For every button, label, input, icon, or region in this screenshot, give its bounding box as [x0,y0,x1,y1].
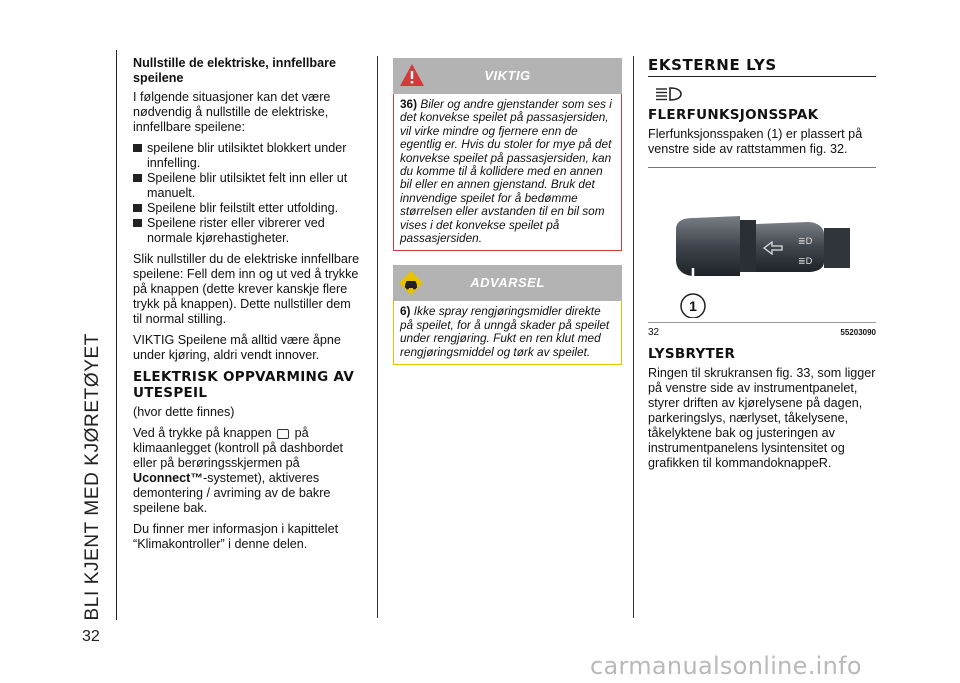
advarsel-label: ADVARSEL [470,275,545,291]
paragraph: Ringen til skrukransen fig. 33, som ligger på venstre side av instrumentpanelet, styrer driften av kjørelysene på dagen, parkeringslys, nærlyset, tåkelysene, tåkelyktene bak og justeringen av instrumentpanelens lysintensitet og grafikken til kommandoknappeR. [648,366,876,470]
viktig-header [393,58,622,94]
svg-text:1: 1 [689,298,697,314]
list-item: Speilene blir feilstilt etter utfolding. [133,201,361,216]
column-divider [377,56,378,618]
bullet-square-icon [133,144,142,152]
advarsel-header [393,265,622,301]
bullet-square-icon [133,219,142,227]
list-item: Speilene blir utilsiktet felt inn eller ut manuelt. [133,171,361,201]
column-divider [633,56,634,618]
paragraph: Slik nullstiller du de elektriske innfellbare speilene: Fell dem inn og ut ved å trykke på knappen (dette krever kanskje flere trykk på knappen). Dette nullstiller dem til normal stilling. [133,252,360,326]
heading-mirror-reset: Nullstille de elektriske, innfellbare speilene [133,56,336,85]
mirror-heat-button-icon [277,429,289,439]
section-title: EKSTERNE LYS [648,58,876,77]
paragraph: I følgende situasjoner kan det være nødvendig å nullstille de elektriske, innfellbare speilene: [133,90,331,134]
column-1 [133,56,361,558]
figure-code: 55203090 [840,328,876,337]
paragraph: Ved å trykke på knappen på klimaanlegget (kontroll på dashbordet eller på berøringsskjermen på Uconnect™-systemet), aktiveres demontering / avriming av de bakre speilene bak. [133,426,344,515]
watermark: carmanualsonline.info [590,652,862,680]
figure-lever [648,167,876,323]
heading-mirror-heating: ELEKTRISK OPPVARMING AV UTESPEIL [133,369,355,401]
svg-text:≣D: ≣D [798,257,813,267]
bullet-square-icon [133,204,142,212]
page-number: 32 [82,628,100,645]
svg-text:≣D: ≣D [798,237,813,247]
bullet-list [133,141,361,246]
column-2 [393,58,622,365]
heading-light-switch: LYSBRYTER [648,346,736,362]
paragraph: Du finner mer informasjon i kapittelet “Klimakontroller” i denne delen. [133,522,339,551]
figure-number: 32 [648,327,660,338]
chapter-sidebar [80,50,117,620]
figure-caption [648,323,876,340]
heading-multifunction-lever: FLERFUNKSJONSSPAK [648,107,819,123]
multifunction-lever-illustration [648,168,876,318]
advarsel-body: 6) Ikke spray rengjøringsmidler direkte på speilet, for å unngå skader på speilet under rengjøring. Fukt en ren klut med rengjøringsmiddel og tørk av speilet. [393,301,622,365]
paragraph: (hvor dette finnes) [133,405,235,419]
list-item: Speilene rister eller vibrerer ved normale kjørehastigheter. [133,216,361,246]
headlight-icon [648,85,688,103]
viktig-label: VIKTIG [484,68,531,83]
paragraph: Flerfunksjonsspaken (1) er plassert på venstre side av rattstammen fig. 32. [648,127,863,156]
column-3 [648,58,876,477]
list-item: speilene blir utilsiktet blokkert under innfelling. [133,141,361,171]
chapter-title: BLI KJENT MED KJØRETØYET [82,332,103,620]
viktig-body: 36) Biler og andre gjenstander som ses i det konvekse speilet på passasjersiden, vil virke mindre og fjernere enn de egentlig er. Hvis du stoler for mye på det konvekse speilet på passasjersiden, kan du komme til å kollidere med en annen bil eller en annen gjenstand. Bruk det innvendige speilet for å bedømme størrelsen eller avstanden til en bil som vises i det konvekse speilet på passasjersiden. [393,94,622,251]
paragraph: VIKTIG Speilene må alltid være åpne under kjøring, aldri vendt innover. [133,333,341,362]
bullet-square-icon [133,174,142,182]
